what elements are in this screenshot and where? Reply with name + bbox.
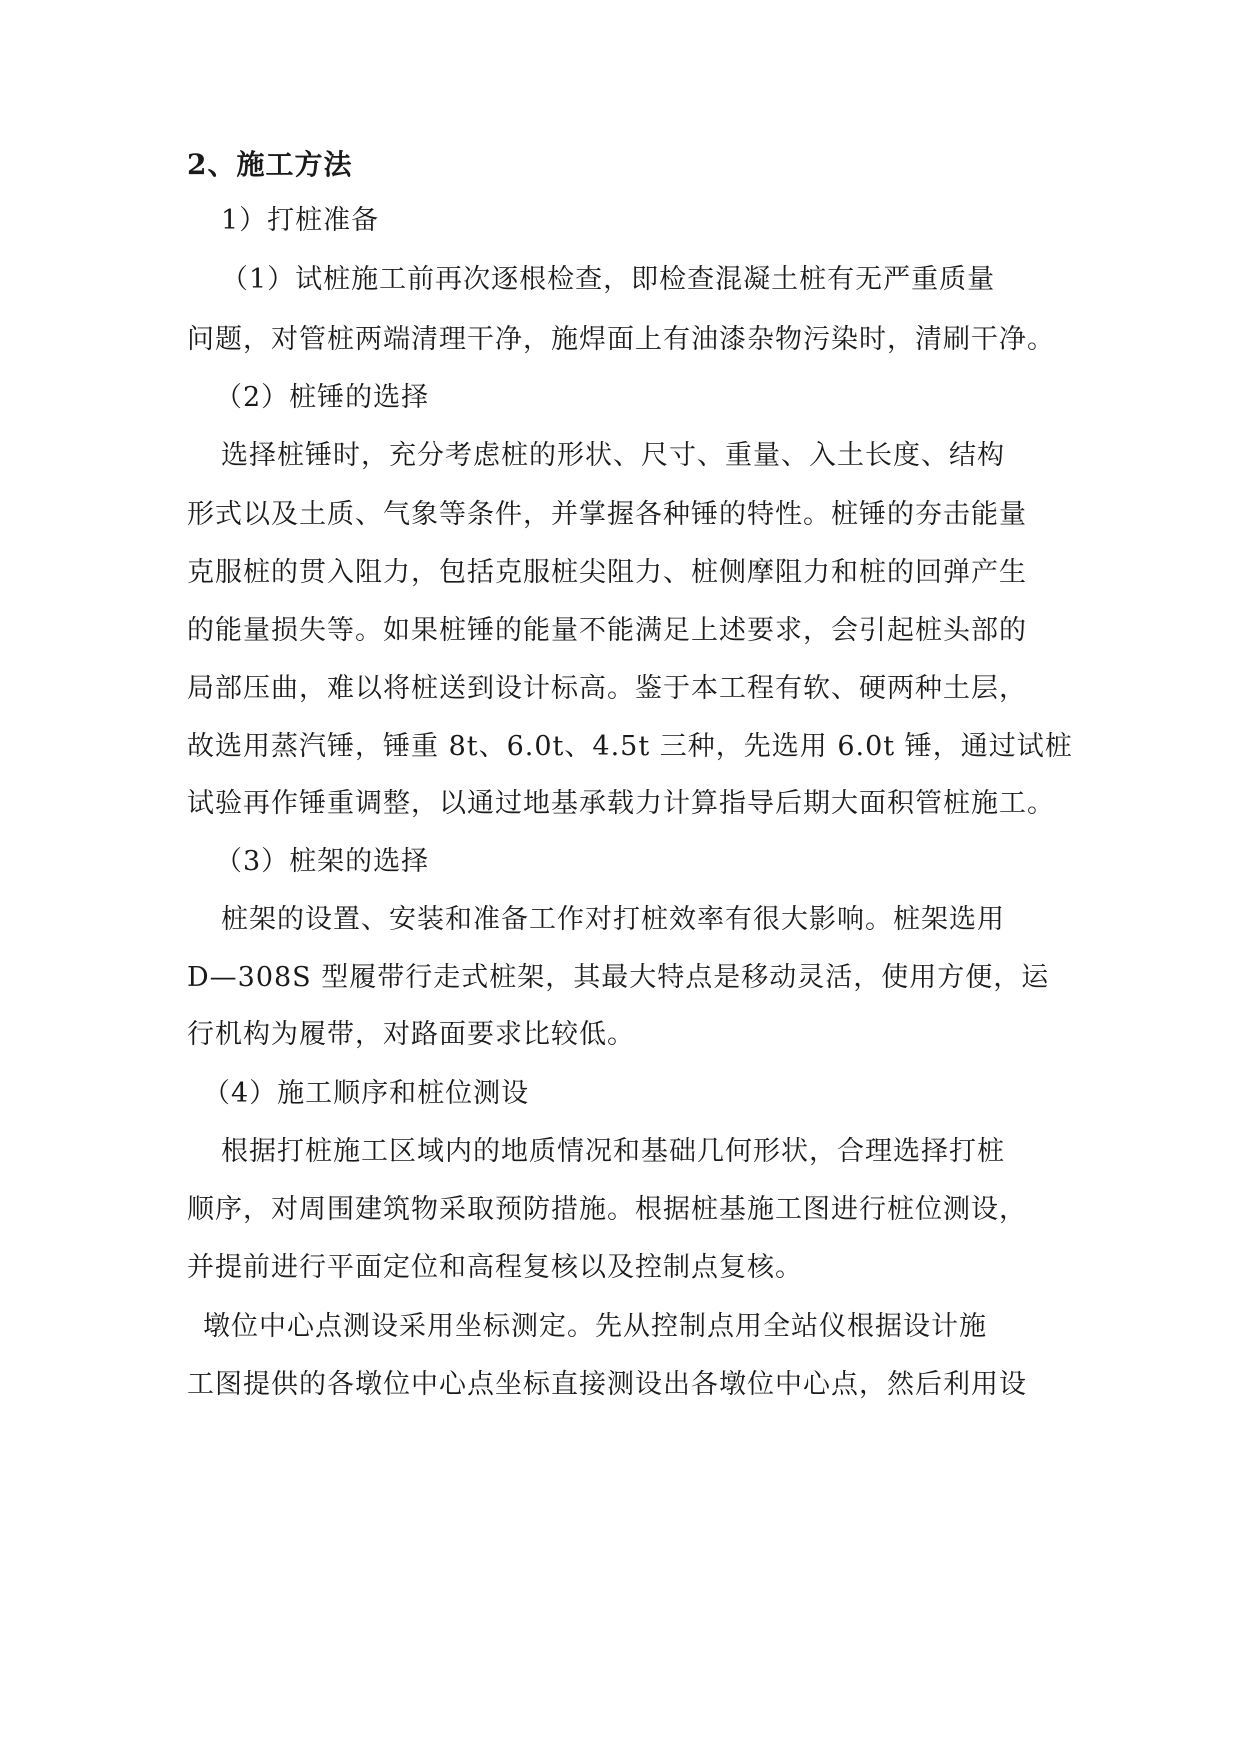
paragraph-line: 局部压曲，难以将桩送到设计标高。鉴于本工程有软、硬两种土层， <box>187 673 1027 704</box>
paragraph-line: 选择桩锤时，充分考虑桩的形状、尺寸、重量、入土长度、结构 <box>221 440 1005 471</box>
paragraph-line: 桩架的设置、安装和准备工作对打桩效率有很大影响。桩架选用 <box>221 904 1005 935</box>
paragraph-line: 行机构为履带，对路面要求比较低。 <box>187 1019 635 1050</box>
paragraph-line: 并提前进行平面定位和高程复核以及控制点复核。 <box>187 1252 803 1283</box>
section-heading: 2、施工方法 <box>187 148 353 181</box>
paragraph-line: 形式以及土质、气象等条件，并掌握各种锤的特性。桩锤的夯击能量 <box>187 499 1027 530</box>
paragraph-line: 试验再作锤重调整，以通过地基承载力计算指导后期大面积管桩施工。 <box>187 788 1055 819</box>
paragraph-line: 工图提供的各墩位中心点坐标直接测设出各墩位中心点，然后利用设 <box>187 1369 1027 1400</box>
paragraph-line: 故选用蒸汽锤，锤重 8t、6.0t、4.5t 三种，先选用 6.0t 锤，通过试桩 <box>187 731 1073 762</box>
item-heading: （2）桩锤的选择 <box>215 382 430 413</box>
subsection-heading: 1）打桩准备 <box>221 205 380 236</box>
paragraph-line: 顺序，对周围建筑物采取预防措施。根据桩基施工图进行桩位测设， <box>187 1194 1027 1225</box>
paragraph-line: 克服桩的贯入阻力，包括克服桩尖阻力、桩侧摩阻力和桩的回弹产生 <box>187 557 1027 588</box>
paragraph-line: D—308S 型履带行走式桩架，其最大特点是移动灵活，使用方便，运 <box>187 962 1050 993</box>
item-heading: （4）施工顺序和桩位测设 <box>203 1078 530 1109</box>
paragraph-line: 根据打桩施工区域内的地质情况和基础几何形状，合理选择打桩 <box>221 1136 1005 1167</box>
paragraph-line: （1）试桩施工前再次逐根检查，即检查混凝土桩有无严重质量 <box>221 264 996 295</box>
paragraph-line: 的能量损失等。如果桩锤的能量不能满足上述要求，会引起桩头部的 <box>187 615 1027 646</box>
paragraph-line: 墩位中心点测设采用坐标测定。先从控制点用全站仪根据设计施 <box>203 1311 987 1342</box>
item-heading: （3）桩架的选择 <box>215 846 430 877</box>
paragraph-line: 问题，对管桩两端清理干净，施焊面上有油漆杂物污染时，清刷干净。 <box>187 324 1055 355</box>
